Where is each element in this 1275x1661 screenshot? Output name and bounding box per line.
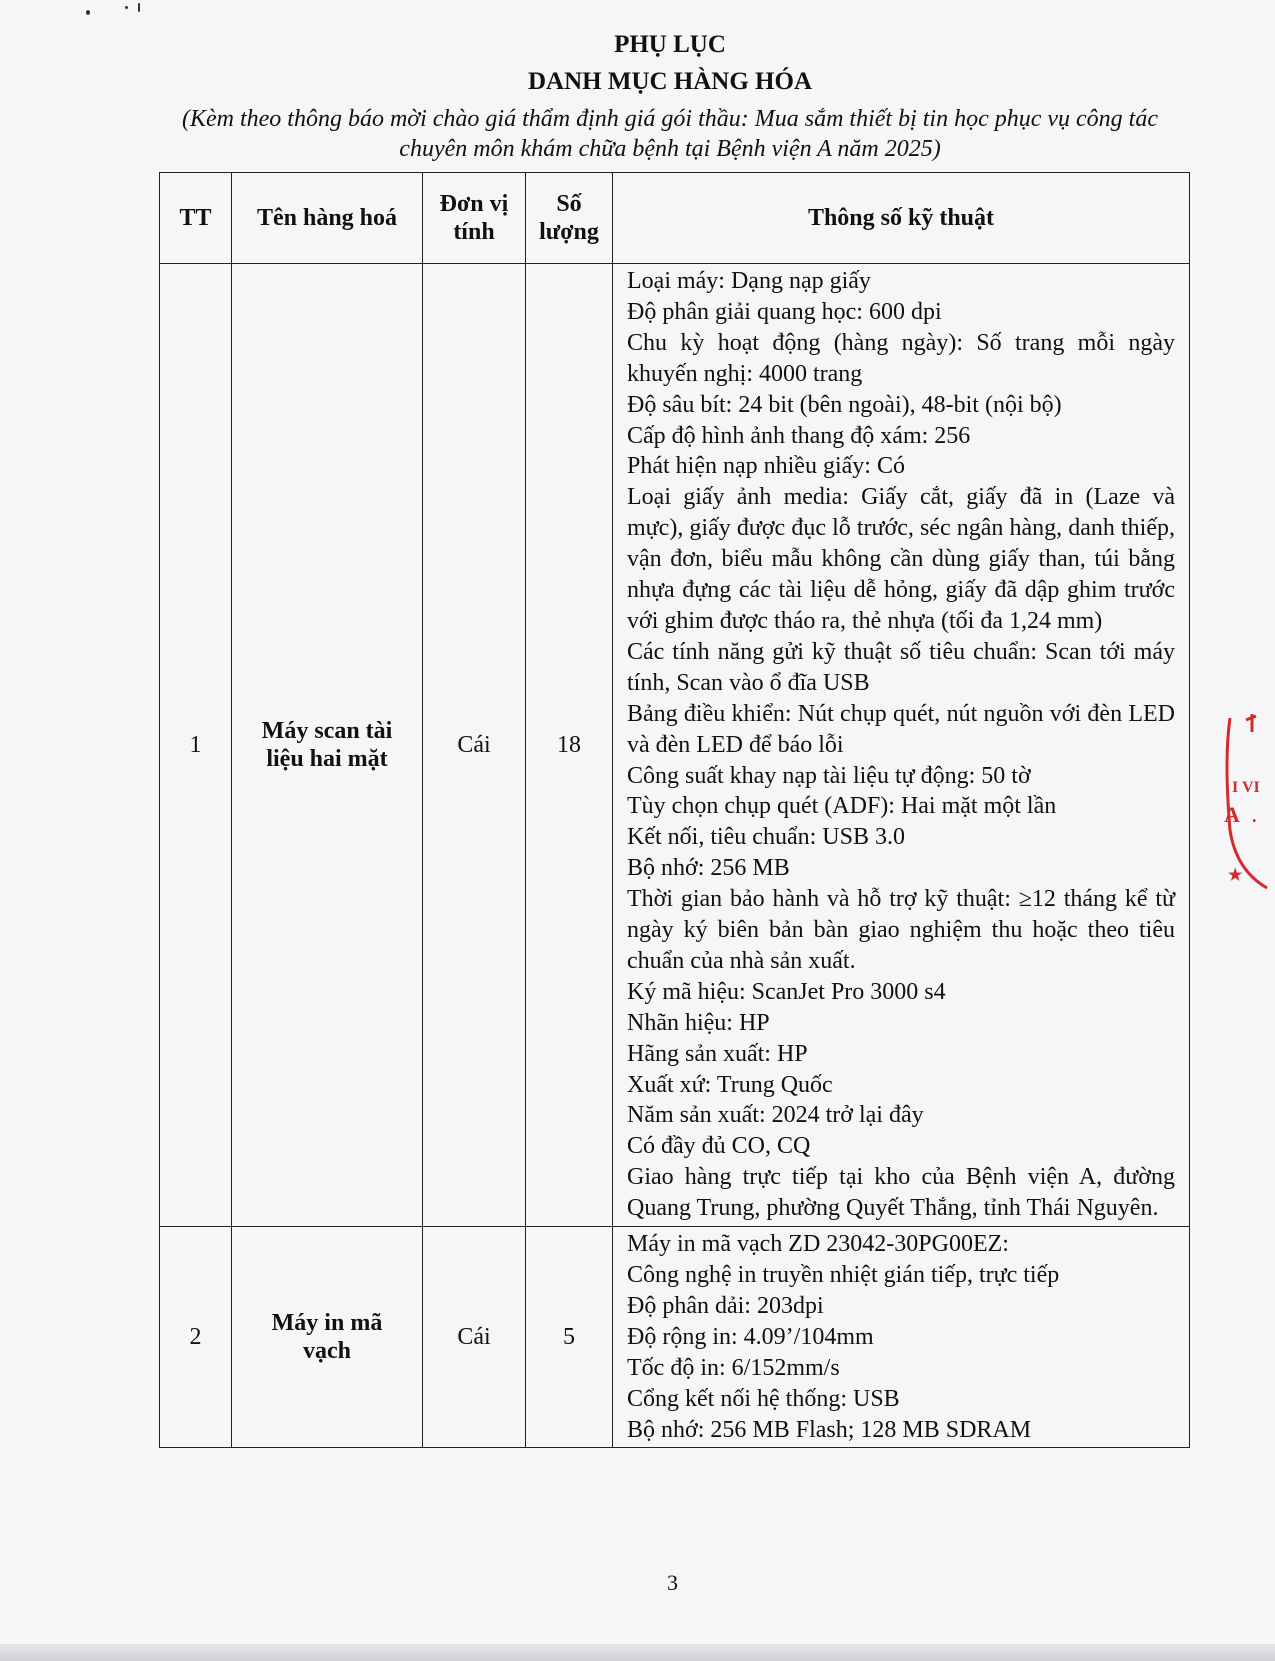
spec-line: Các tính năng gửi kỹ thuật số tiêu chuẩn: Scan tới máy tính, Scan vào ổ đĩa USB	[627, 638, 1175, 696]
spec-line: Cấp độ hình ảnh thang độ xám: 256	[627, 422, 971, 449]
spec-line: Độ phân dải: 203dpi	[627, 1292, 824, 1319]
spec-line: Độ phân giải quang học: 600 dpi	[627, 298, 942, 325]
row-spec	[613, 264, 1190, 1227]
spec-line: Công nghệ in truyền nhiệt gián tiếp, trực tiếp	[627, 1262, 1060, 1288]
spec-line: Bảng điều khiển: Nút chụp quét, nút nguồn với đèn LED và đèn LED để báo lỗi	[627, 700, 1175, 758]
spec-line: Chu kỳ hoạt động (hàng ngày): Số trang mỗi ngày khuyến nghị: 4000 trang	[627, 329, 1175, 387]
spec-line: Độ rộng in: 4.09’/104mm	[627, 1323, 874, 1350]
goods-table	[159, 172, 1190, 1448]
spec-line: Ký mã hiệu: ScanJet Pro 3000 s4	[627, 978, 946, 1005]
spec-line: Máy in mã vạch ZD 23042-30PG00EZ:	[627, 1231, 1009, 1258]
spec-line: Nhãn hiệu: HP	[627, 1009, 770, 1036]
spec-line: Năm sản xuất: 2024 trở lại đây	[627, 1102, 924, 1129]
header-tt: TT	[160, 173, 232, 264]
row-tt: 1	[160, 264, 232, 1227]
spec-line: Công suất khay nạp tài liệu tự động: 50 tờ	[627, 762, 1031, 789]
spec-line: Giao hàng trực tiếp tại kho của Bệnh viện A, đường Quang Trung, phường Quyết Thắng, tỉnh Thái Nguyên.	[627, 1164, 1175, 1222]
spec-line: Hãng sản xuất: HP	[627, 1040, 808, 1067]
svg-text:A: A	[1224, 802, 1240, 827]
spec-line: Xuất xứ: Trung Quốc	[627, 1071, 833, 1098]
svg-text:.: .	[1252, 806, 1257, 826]
row-qty: 18	[526, 264, 613, 1227]
document-title: PHỤ LỤC	[614, 31, 726, 58]
row-unit: Cái	[423, 264, 526, 1227]
table-row	[160, 1227, 1190, 1448]
spec-line: Tùy chọn chụp quét (ADF): Hai mặt một lần	[627, 793, 1057, 820]
row-unit: Cái	[423, 1227, 526, 1448]
header-qty: Số lượng	[526, 173, 613, 264]
spec-line: Kết nối, tiêu chuẩn: USB 3.0	[627, 824, 905, 851]
scan-edge	[0, 1644, 1275, 1661]
spec-line: Có đầy đủ CO, CQ	[627, 1133, 811, 1160]
spec-line: Tốc độ in: 6/152mm/s	[627, 1354, 840, 1381]
spec-line: Bộ nhớ: 256 MB	[627, 855, 790, 882]
document-note: (Kèm theo thông báo mời chào giá thẩm định giá gói thầu: Mua sắm thiết bị tin học phục vụ công tác chuyên môn khám chữa bệnh tại Bệnh viện A năm 2025)	[181, 106, 1159, 162]
table-header-row	[160, 173, 1190, 264]
svg-text:★: ★	[1228, 867, 1243, 884]
scan-speck	[86, 10, 90, 15]
scan-speck	[138, 3, 140, 12]
spec-line: Phát hiện nạp nhiều giấy: Có	[627, 453, 905, 480]
header-unit: Đơn vị tính	[423, 173, 526, 264]
row-name-text: Máy scan tài liệu hai mặt	[261, 718, 393, 773]
document-subtitle: DANH MỤC HÀNG HÓA	[527, 68, 812, 95]
table-row	[160, 264, 1190, 1227]
svg-text:I VI: I VI	[1232, 779, 1260, 796]
row-name-text: Máy in mã vạch	[271, 1310, 383, 1365]
scan-speck	[125, 6, 128, 9]
row-qty: 5	[526, 1227, 613, 1448]
row-name	[232, 1227, 423, 1448]
row-spec	[613, 1227, 1190, 1448]
row-name	[232, 264, 423, 1227]
header-spec: Thông số kỹ thuật	[613, 173, 1190, 264]
spec-line: Bộ nhớ: 256 MB Flash; 128 MB SDRAM	[627, 1416, 1032, 1443]
header-name: Tên hàng hoá	[232, 173, 423, 264]
spec-line: Loại máy: Dạng nạp giấy	[627, 268, 871, 294]
spec-line: Độ sâu bít: 24 bit (bên ngoài), 48-bit (nội bộ)	[627, 391, 1062, 418]
spec-line: Thời gian bảo hành và hỗ trợ kỹ thuật: ≥12 tháng kể từ ngày ký biên bản bàn giao nghiệm thu hoặc theo tiêu chuẩn của nhà sản xuất.	[627, 886, 1175, 974]
spec-line: Cổng kết nối hệ thống: USB	[627, 1385, 900, 1412]
page-number: 3	[667, 1570, 678, 1595]
red-stamp-fragment	[1222, 710, 1275, 900]
spec-line: Loại giấy ảnh media: Giấy cắt, giấy đã in (Laze và mực), giấy được đục lỗ trước, séc ngân hàng, danh thiếp, vận đơn, biểu mẫu không cần dùng giấy than, túi bằng nhựa đựng các tài liệu dễ hỏng, giấy đã dập ghim trước với ghim được tháo ra, thẻ nhựa (tối đa 1,24 mm)	[627, 484, 1175, 634]
row-tt: 2	[160, 1227, 232, 1448]
